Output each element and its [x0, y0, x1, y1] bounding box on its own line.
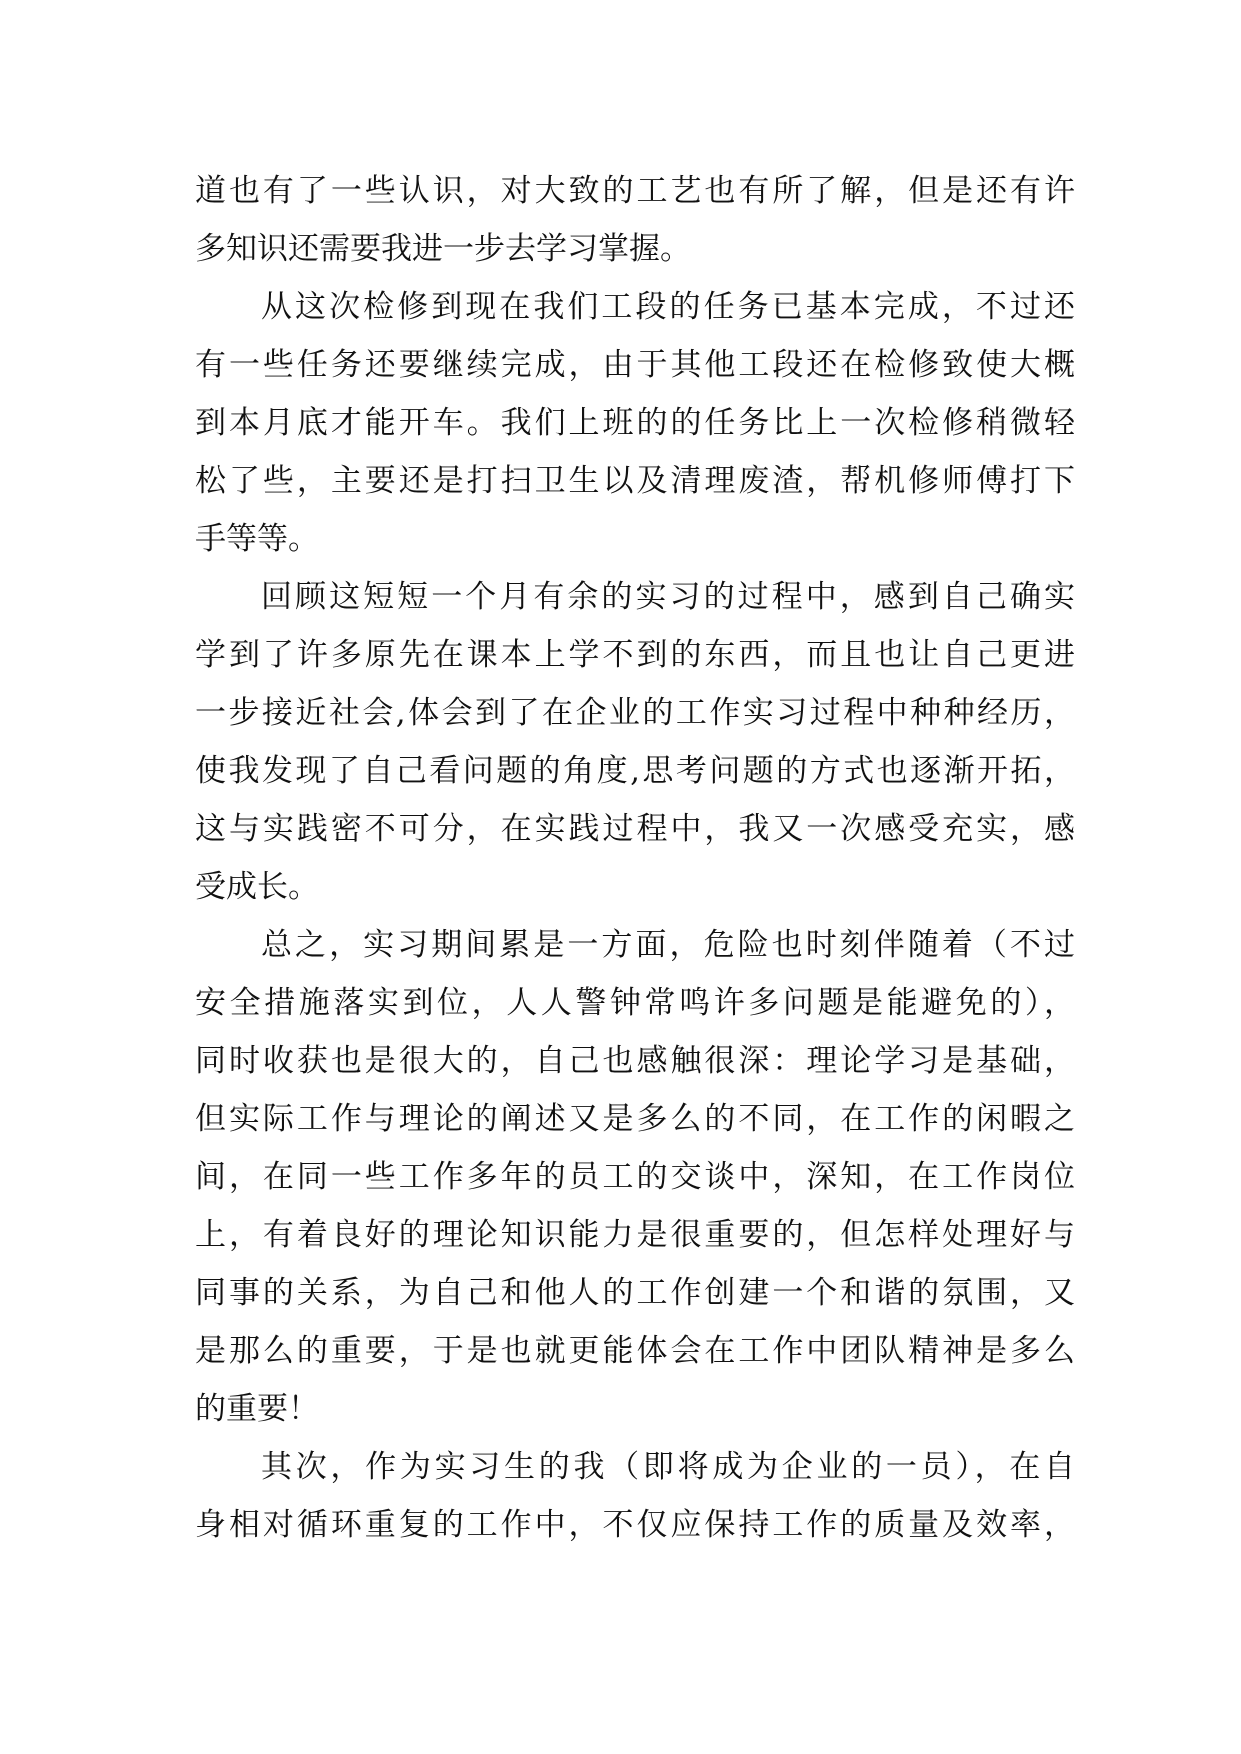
text-line: 但实际工作与理论的阐述又是多么的不同，在工作的闲暇之 — [195, 1101, 1075, 1137]
paragraph-5 — [195, 1438, 1075, 1554]
text-line: 同事的关系，为自己和他人的工作创建一个和谐的氛围，又 — [195, 1275, 1075, 1311]
text-line: 松了些，主要还是打扫卫生以及清理废渣，帮机修师傅打下 — [195, 463, 1075, 499]
text-line: 受成长。 — [195, 869, 319, 905]
text-line: 是那么的重要，于是也就更能体会在工作中团队精神是多么 — [195, 1333, 1075, 1369]
paragraph-2 — [195, 278, 1075, 568]
text-line: 其次，作为实习生的我（即将成为企业的一员），在自 — [261, 1449, 1075, 1485]
text-line: 使我发现了自己看问题的角度,思考问题的方式也逐渐开拓， — [195, 753, 1075, 789]
text-line: 多知识还需要我进一步去学习掌握。 — [195, 231, 691, 267]
document-body — [195, 162, 1075, 1554]
paragraph-4 — [195, 916, 1075, 1438]
text-line: 回顾这短短一个月有余的实习的过程中，感到自己确实 — [261, 579, 1075, 615]
text-line: 这与实践密不可分，在实践过程中，我又一次感受充实，感 — [195, 811, 1075, 847]
text-line: 从这次检修到现在我们工段的任务已基本完成，不过还 — [261, 289, 1075, 325]
text-line: 身相对循环重复的工作中，不仅应保持工作的质量及效率， — [195, 1507, 1075, 1543]
paragraph-3 — [195, 568, 1075, 916]
text-line: 道也有了一些认识，对大致的工艺也有所了解，但是还有许 — [195, 173, 1075, 209]
text-line: 同时收获也是很大的，自己也感触很深：理论学习是基础， — [195, 1043, 1075, 1079]
text-line: 一步接近社会,体会到了在企业的工作实习过程中种种经历， — [195, 695, 1075, 731]
paragraph-1 — [195, 162, 1075, 278]
text-line: 到本月底才能开车。我们上班的的任务比上一次检修稍微轻 — [195, 405, 1075, 441]
text-line: 有一些任务还要继续完成，由于其他工段还在检修致使大概 — [195, 347, 1075, 383]
text-line: 总之，实习期间累是一方面，危险也时刻伴随着（不过 — [261, 927, 1075, 963]
text-line: 上，有着良好的理论知识能力是很重要的，但怎样处理好与 — [195, 1217, 1075, 1253]
text-line: 学到了许多原先在课本上学不到的东西，而且也让自己更进 — [195, 637, 1075, 673]
text-line: 的重要！ — [195, 1391, 319, 1427]
text-line: 安全措施落实到位，人人警钟常鸣许多问题是能避免的）， — [195, 985, 1075, 1021]
text-line: 间，在同一些工作多年的员工的交谈中，深知，在工作岗位 — [195, 1159, 1075, 1195]
text-line: 手等等。 — [195, 521, 319, 557]
